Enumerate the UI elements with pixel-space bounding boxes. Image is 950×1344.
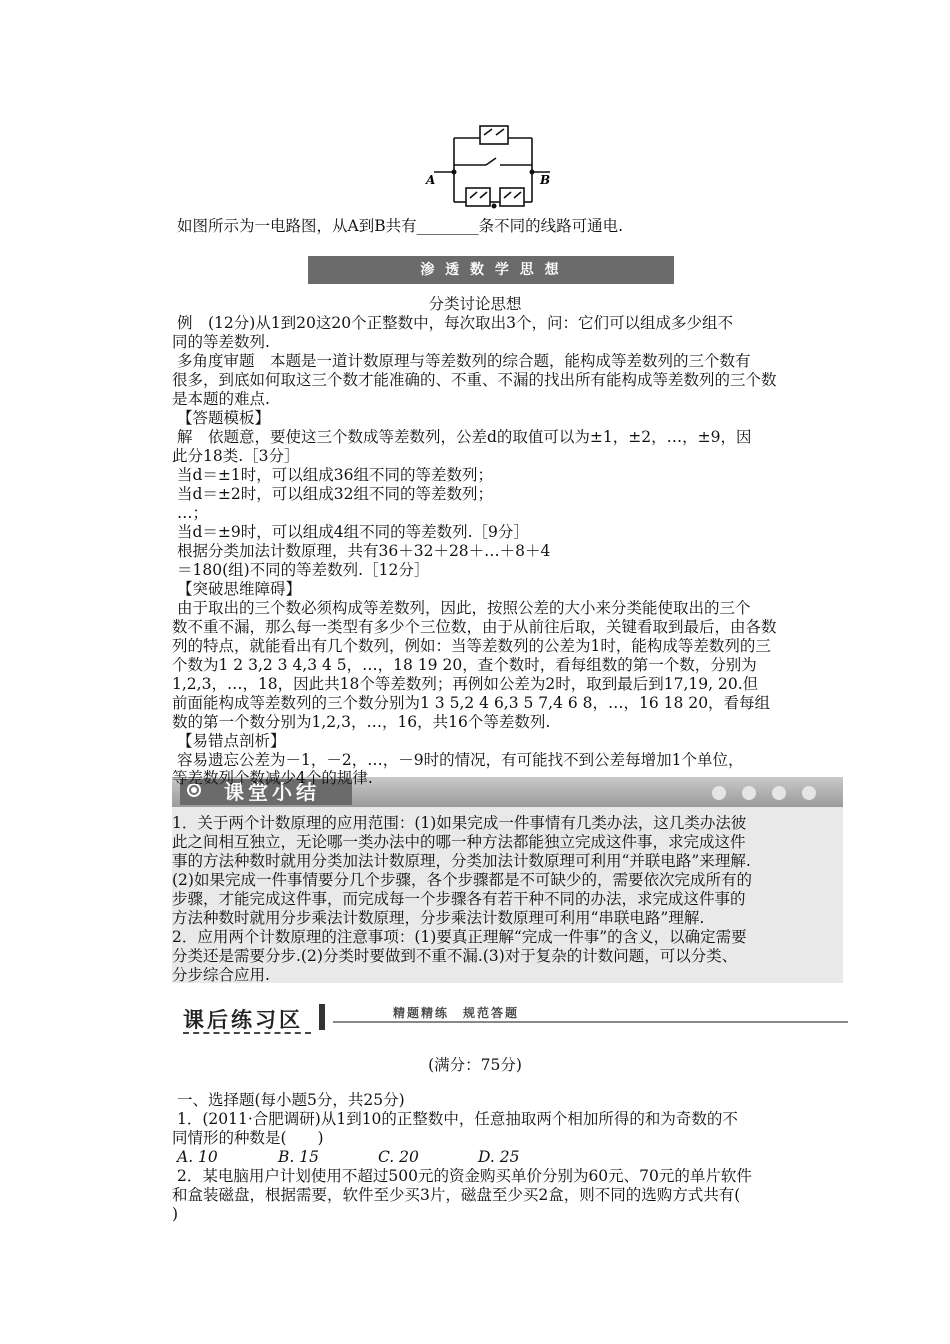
summary-line: 此之间相互独立，无论哪一类办法中的哪一种方法都能独立完成这件事，求完成这件 (172, 833, 746, 851)
divider-rule (333, 1021, 848, 1023)
summary-title: 课堂小结 (180, 779, 352, 805)
divider-bar (319, 1004, 325, 1030)
decor-dot-icon (742, 786, 756, 800)
solution-line: 当d＝±1时，可以组成36组不同的等差数列； (177, 466, 493, 484)
question-line: 和盒装磁盘，根据需要，软件至少买3片，磁盘至少买2盒，则不同的选购方式共有( (172, 1186, 741, 1204)
summary-line: 方法种数时就用分步乘法计数原理，分步乘法计数原理可利用“串联电路”理解. (172, 909, 705, 927)
circuit-label-b: B (540, 173, 551, 187)
circuit-diagram (420, 120, 565, 212)
breakthrough-line: 个数为1 2 3,2 3 4,3 4 5，…，18 19 20，查个数时，看每组数的第一个数，分别为 (172, 656, 757, 674)
question-line: 2．某电脑用户计划使用不超过500元的资金购买单价分别为60元、70元的单片软件 (177, 1167, 752, 1185)
breakthrough-line: 由于取出的三个数必须构成等差数列，因此，按照公差的大小来分类能使取出的三个 (177, 599, 751, 617)
error-line: 等差数列个数减少4个的规律. (172, 769, 373, 787)
circuit-label-a: A (426, 173, 436, 187)
question-line: 同情形的种数是( ) (172, 1129, 324, 1147)
option-d: D. 25 (478, 1148, 520, 1166)
solution-line: 此分18类.［3分］ (172, 447, 300, 465)
analysis-line: 很多，到底如何取这三个数才能准确的、不重、不漏的找出所有能构成等差数列的三个数 (172, 371, 777, 389)
option-b: B. 15 (278, 1148, 319, 1166)
full-score: (满分：75分) (428, 1056, 522, 1074)
decor-dot-icon (772, 786, 786, 800)
summary-line: 步骤，才能完成这件事，而完成每一个步骤各有若干种不同的办法，求完成这件事的 (172, 890, 746, 908)
question-line: ) (172, 1205, 179, 1223)
section-band: 渗 透 数 学 思 想 (308, 256, 674, 284)
solution-line: ＝180(组)不同的等差数列.［12分］ (177, 561, 430, 579)
section-subtitle: 分类讨论思想 (428, 295, 522, 313)
breakthrough-line: 1,2,3，…，18，因此共18个等差数列；再例如公差为2时，取到最后到17,19, 20.但 (172, 675, 759, 693)
summary-line: (2)如果完成一件事情要分几个步骤，各个步骤都是不可缺少的，需要依次完成所有的 (172, 871, 752, 889)
example-line: 同的等差数列. (172, 333, 270, 351)
summary-line: 事的方法种数时就用分类加法计数原理，分类加法计数原理可利用“并联电路”来理解. (172, 852, 751, 870)
solution-line: 根据分类加法计数原理，共有36＋32＋28＋…＋8＋4 (177, 542, 551, 560)
summary-line: 分类还是需要分步.(2)分类时要做到不重不漏.(3)对于复杂的计数问题，可以分类、 (172, 947, 738, 965)
homework-header (183, 1002, 848, 1034)
intro-question: 如图所示为一电路图，从A到B共有________条不同的线路可通电. (177, 217, 624, 235)
example-line: 例 (12分)从1到20这20个正整数中，每次取出3个，问：它们可以组成多少组不 (177, 314, 733, 332)
solution-line: 解 依题意，要使这三个数成等差数列，公差d的取值可以为±1，±2，…，±9，因 (177, 428, 752, 446)
summary-line: 1．关于两个计数原理的应用范围：(1)如果完成一件事情有几类办法，这几类办法彼 (172, 814, 747, 832)
breakthrough-line: 数不重不漏，那么每一类型有多少个三位数，由于从前往后取，关键看取到最后，由各数 (172, 618, 777, 636)
breakthrough-line: 列的特点，就能看出有几个数列，例如：当等差数列的公差为1时，能构成等差数列的三 (172, 637, 771, 655)
question-line: 1．(2011·合肥调研)从1到10的正整数中，任意抽取两个相加所得的和为奇数的不 (177, 1110, 738, 1128)
dashed-underline (183, 1032, 311, 1034)
analysis-line: 是本题的难点. (172, 390, 270, 408)
solution-line: 当d＝±2时，可以组成32组不同的等差数列； (177, 485, 493, 503)
summary-line: 2．应用两个计数原理的注意事项：(1)要真正理解“完成一件事”的含义，以确定需要 (172, 928, 747, 946)
homework-subtitle: 精题精练 规范答题 (393, 1006, 520, 1020)
analysis-line: 多角度审题 本题是一道计数原理与等差数列的综合题，能构成等差数列的三个数有 (177, 352, 751, 370)
breakthrough-heading: 【突破思维障碍】 (177, 580, 302, 598)
template-heading: 【答题模板】 (177, 409, 271, 427)
summary-line: 分步综合应用. (172, 966, 270, 984)
option-c: C. 20 (378, 1148, 419, 1166)
solution-line: …； (177, 504, 209, 522)
decor-dot-icon (712, 786, 726, 800)
decor-dot-icon (802, 786, 816, 800)
option-a: A. 10 (177, 1148, 218, 1166)
error-heading: 【易错点剖析】 (177, 732, 286, 750)
error-line: 容易遗忘公差为－1，－2，…，－9时的情况，有可能找不到公差每增加1个单位， (177, 751, 744, 769)
breakthrough-line: 数的第一个数分别为1,2,3，…，16，共16个等差数列. (172, 713, 551, 731)
homework-title: 课后练习区 (183, 1008, 303, 1032)
section-heading: 一、选择题(每小题5分，共25分) (177, 1091, 405, 1109)
breakthrough-line: 前面能构成等差数列的三个数分别为1 3 5,2 4 6,3 5 7,4 6 8，…，16 18 20，看每组 (172, 694, 771, 712)
solution-line: 当d＝±9时，可以组成4组不同的等差数列.［9分］ (177, 523, 529, 541)
